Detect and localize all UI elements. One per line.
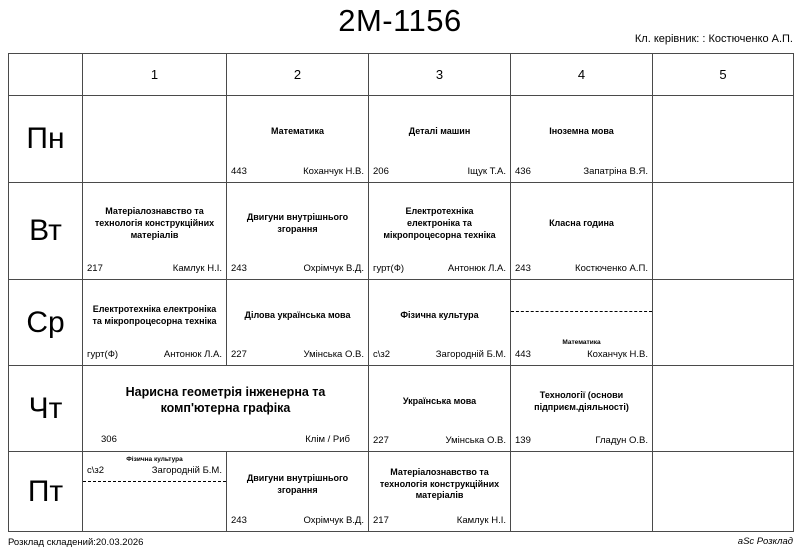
schedule-created-date: Розклад складений:20.03.2026 xyxy=(8,537,144,548)
room-label: с\з2 xyxy=(87,465,105,477)
room-label: 243 xyxy=(515,263,531,274)
subject-label: Електротехніка електроніка та мікропроцесорна техніка xyxy=(92,303,217,326)
empty-slot xyxy=(653,280,794,366)
teacher-label: Костюченко А.П. xyxy=(575,263,648,274)
room-label: гурт(Ф) xyxy=(87,349,119,360)
day-label-thursday: Чт xyxy=(9,366,83,452)
room-label: 243 xyxy=(231,263,247,274)
subject-label: Математика xyxy=(271,126,324,137)
room-label: 243 xyxy=(231,515,247,526)
subject-label: Класна година xyxy=(549,218,614,229)
teacher-label: Камлук Н.І. xyxy=(172,263,222,274)
room-label: с\з2 xyxy=(373,349,391,360)
room-label: 436 xyxy=(515,166,531,177)
subject-label: Ділова українська мова xyxy=(244,309,351,320)
subject-label: Електротехніка електроніка та мікропроцесорна техніка xyxy=(383,206,496,240)
teacher-label: Охрімчук В.Д. xyxy=(303,263,364,274)
empty-slot xyxy=(653,452,794,532)
lesson-cell xyxy=(83,280,227,366)
day-row-thursday xyxy=(9,366,794,452)
day-label-friday: Пт xyxy=(9,452,83,532)
page-title: 2М-1156 xyxy=(338,3,462,38)
lesson-number-5: 5 xyxy=(653,54,794,96)
lesson-cell xyxy=(227,183,369,280)
subject-label: Матеріалознавство та технологія конструкційних матеріалів xyxy=(379,466,500,501)
subject-label: Двигуни внутрішнього згорання xyxy=(246,212,349,234)
room-label: 217 xyxy=(87,263,103,274)
room-label: 443 xyxy=(231,166,247,177)
lesson-cell xyxy=(369,96,511,183)
room-label: 206 xyxy=(373,166,389,177)
empty-slot xyxy=(653,96,794,183)
subject-label: Математика xyxy=(562,338,601,346)
teacher-label: Загородній Б.М. xyxy=(435,349,506,360)
schedule-table xyxy=(8,53,794,532)
empty-slot xyxy=(653,366,794,452)
subject-label: Матеріалознавство та технологія конструкційних матеріалів xyxy=(94,206,215,240)
asc-software-credit: aSc Розклад xyxy=(737,536,793,547)
subject-label: Деталі машин xyxy=(408,126,471,137)
empty-slot xyxy=(653,183,794,280)
lesson-cell xyxy=(227,96,369,183)
day-label-wednesday: Ср xyxy=(9,280,83,366)
lesson-number-4: 4 xyxy=(511,54,653,96)
empty-slot xyxy=(511,452,653,532)
subject-label: Фізична культура xyxy=(126,456,183,463)
room-label: гурт(Ф) xyxy=(373,263,405,274)
day-row-wednesday xyxy=(9,280,794,366)
day-row-tuesday xyxy=(9,183,794,280)
day-row-friday xyxy=(9,452,794,532)
teacher-label: Гладун О.В. xyxy=(595,435,648,446)
teacher-label: Загородній Б.М. xyxy=(151,465,222,477)
subject-label: Двигуни внутрішнього згорання xyxy=(246,472,349,495)
lesson-cell xyxy=(511,96,653,183)
teacher-label: Антонюк Л.А. xyxy=(447,263,506,274)
teacher-label: Коханчук Н.В. xyxy=(587,349,648,360)
teacher-label: Умінська О.В. xyxy=(303,349,364,360)
lesson-number-2: 2 xyxy=(227,54,369,96)
header-row xyxy=(9,54,794,96)
teacher-label: Іщук Т.А. xyxy=(467,166,506,177)
header-corner-cell xyxy=(9,54,83,96)
lesson-cell xyxy=(511,366,653,452)
subject-label: Фізична культура xyxy=(400,309,479,320)
room-label: 227 xyxy=(373,435,389,446)
subject-label: Технології (основи підприєм.діяльності) xyxy=(534,389,629,412)
day-label-monday: Пн xyxy=(9,96,83,183)
day-row-monday xyxy=(9,96,794,183)
lesson-cell xyxy=(227,452,369,532)
lesson-cell xyxy=(83,183,227,280)
split-divider-dashed xyxy=(83,452,226,482)
day-label-tuesday: Вт xyxy=(9,183,83,280)
room-label: 139 xyxy=(515,435,531,446)
teacher-label: Коханчук Н.В. xyxy=(303,166,364,177)
lesson-cell xyxy=(227,280,369,366)
class-teacher-label: Кл. керівник: : Костюченко А.П. xyxy=(634,33,793,45)
teacher-label: Запатріна В.Я. xyxy=(583,166,648,177)
lesson-cell xyxy=(369,280,511,366)
empty-slot xyxy=(83,96,227,183)
lesson-cell-split-first-half xyxy=(83,452,227,532)
room-label: 443 xyxy=(515,349,531,360)
lesson-cell xyxy=(369,183,511,280)
lesson-cell xyxy=(369,452,511,532)
teacher-label: Охрімчук В.Д. xyxy=(303,515,364,526)
lesson-number-1: 1 xyxy=(83,54,227,96)
subject-label: Нарисна геометрія інженерна та комп'ютерна графіка xyxy=(125,385,326,415)
lesson-cell xyxy=(369,366,511,452)
lesson-cell-split-second-half xyxy=(511,280,653,366)
subject-label: Іноземна мова xyxy=(549,126,614,137)
room-label: 217 xyxy=(373,515,389,526)
teacher-label: Умінська О.В. xyxy=(445,435,506,446)
lesson-cell-merged xyxy=(83,366,369,452)
split-divider-dashed xyxy=(511,280,652,312)
teacher-label: Камлук Н.І. xyxy=(456,515,506,526)
teacher-label: Антонюк Л.А. xyxy=(163,349,222,360)
room-label: 306 xyxy=(101,434,117,445)
subject-label: Українська мова xyxy=(402,395,477,406)
teacher-label: Клім / Риб xyxy=(305,434,350,445)
lesson-number-3: 3 xyxy=(369,54,511,96)
lesson-cell xyxy=(511,183,653,280)
room-label: 227 xyxy=(231,349,247,360)
